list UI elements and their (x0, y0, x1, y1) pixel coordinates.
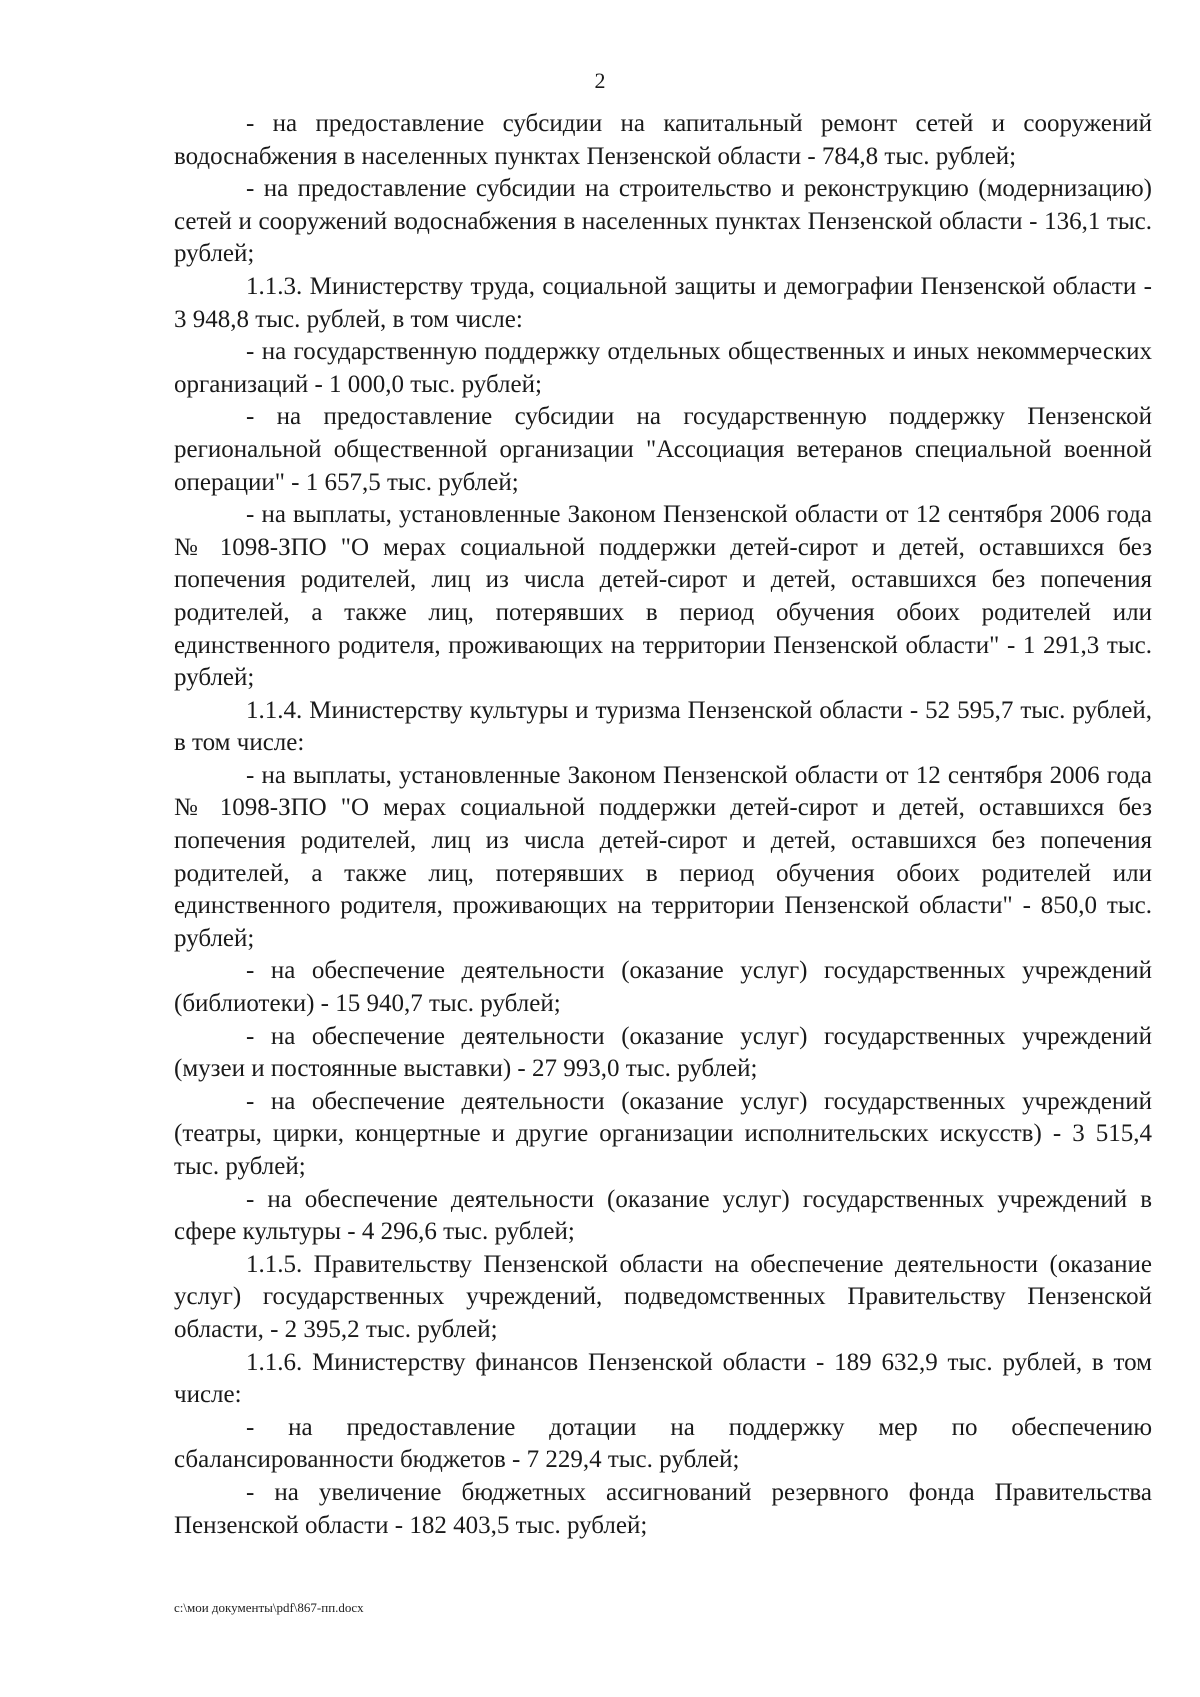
paragraph-6: - на выплаты, установленные Законом Пензенской области от 12 сентября 2006 года № 1098-ЗПО "О мерах социальной поддержки детей-сирот и детей, оставшихся без попечения родителей, лиц из числа детей-сирот и детей, оставшихся без попечения родителей, а также лиц, потерявших в период обучения обоих родителей или единственного родителя, проживающих на территории Пензенской области" - 1 291,3 тыс. рублей; (174, 501, 1152, 692)
page-number: 2 (594, 68, 606, 93)
paragraph-2: - на предоставление субсидии на строительство и реконструкцию (модернизацию) сетей и сооружений водоснабжения в населенных пунктах Пензенской области - 136,1 тыс. рублей; (174, 175, 1152, 268)
paragraph-1: - на предоставление субсидии на капитальный ремонт сетей и сооружений водоснабжения в населенных пунктах Пензенской области - 784,8 тыс. рублей; (174, 110, 1152, 170)
paragraph-14: 1.1.6. Министерству финансов Пензенской области - 189 632,9 тыс. рублей, в том числе: (174, 1348, 1152, 1409)
footer-file-path: c:\мои документы\pdf\867-пп.docx (174, 1600, 364, 1615)
paragraph-13: 1.1.5. Правительству Пензенской области на обеспечение деятельности (оказание услуг) государственных учреждений, подведомственных Правительству Пензенской области, - 2 395,2 тыс. рублей; (174, 1250, 1152, 1343)
paragraph-12: - на обеспечение деятельности (оказание услуг) государственных учреждений в сфере культуры - 4 296,6 тыс. рублей; (174, 1185, 1152, 1246)
paragraph-9: - на обеспечение деятельности (оказание услуг) государственных учреждений (библиотеки) - 15 940,7 тыс. рублей; (174, 957, 1152, 1018)
paragraph-15: - на предоставление дотации на поддержку мер по обеспечению сбалансированности бюджетов - 7 229,4 тыс. рублей; (174, 1413, 1152, 1474)
paragraph-8: - на выплаты, установленные Законом Пензенской области от 12 сентября 2006 года № 1098-ЗПО "О мерах социальной поддержки детей-сирот и детей, оставшихся без попечения родителей, лиц из числа детей-сирот и детей, оставшихся без попечения родителей, а также лиц, потерявших в период обучения обоих родителей или единственного родителя, проживающих на территории Пензенской области" - 850,0 тыс. рублей; (174, 761, 1152, 952)
paragraph-4: - на государственную поддержку отдельных общественных и иных некоммерческих организаций - 1 000,0 тыс. рублей; (174, 338, 1152, 398)
paragraph-16: - на увеличение бюджетных ассигнований резервного фонда Правительства Пензенской области - 182 403,5 тыс. рублей; (174, 1478, 1152, 1539)
paragraph-7: 1.1.4. Министерству культуры и туризма Пензенской области - 52 595,7 тыс. рублей, в том числе: (174, 696, 1152, 757)
paragraph-11: - на обеспечение деятельности (оказание услуг) государственных учреждений (театры, цирки, концертные и другие организации исполнительских искусств) - 3 515,4 тыс. рублей; (174, 1087, 1152, 1180)
paragraph-3: 1.1.3. Министерству труда, социальной защиты и демографии Пензенской области - 3 948,8 тыс. рублей, в том числе: (174, 272, 1152, 333)
paragraph-10: - на обеспечение деятельности (оказание услуг) государственных учреждений (музеи и постоянные выставки) - 27 993,0 тыс. рублей; (174, 1022, 1152, 1083)
document-body (174, 108, 1152, 1542)
paragraph-5: - на предоставление субсидии на государственную поддержку Пензенской региональной общественной организации "Ассоциация ветеранов специальной военной операции" - 1 657,5 тыс. рублей; (174, 403, 1152, 496)
